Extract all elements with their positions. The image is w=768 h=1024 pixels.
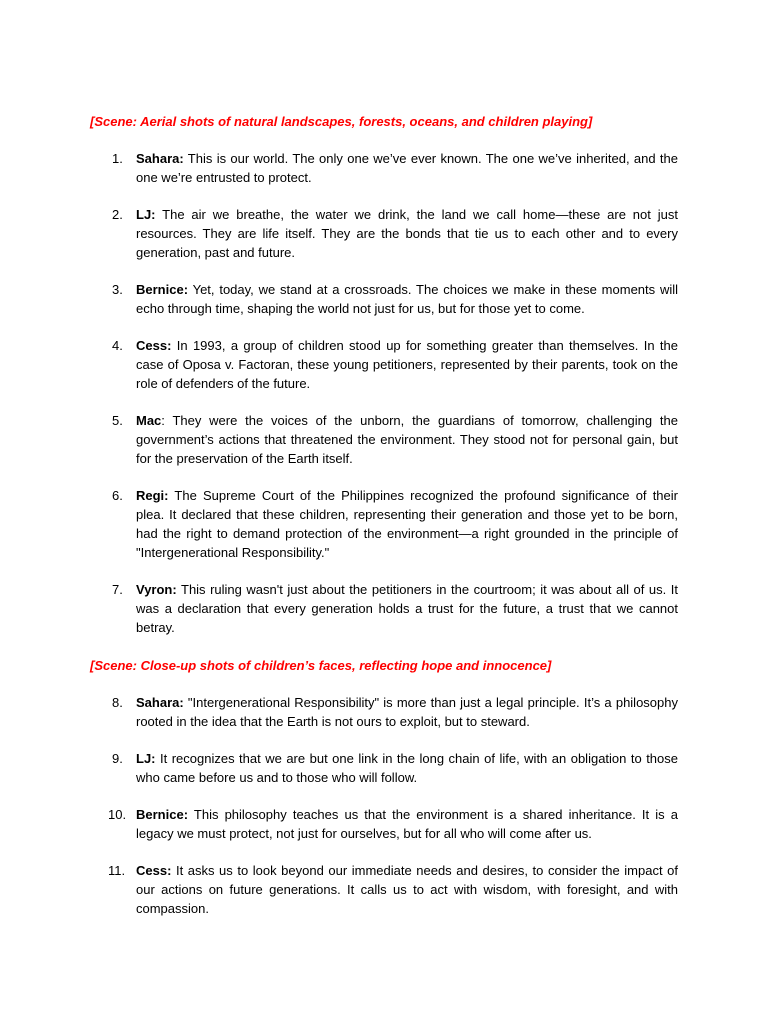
dialogue-line — [90, 486, 678, 562]
speaker-name: Cess: — [136, 338, 172, 353]
line-number: 9. — [112, 751, 123, 766]
speaker-name: Sahara: — [136, 695, 184, 710]
dialogue-list-part-2 — [90, 693, 678, 918]
dialogue-line — [90, 693, 678, 731]
line-text: : They were the voices of the unborn, the guardians of tomorrow, challenging the government’s actions that threatened the environment. They stood not for personal gain, but for the preservation of the Earth itself. — [136, 413, 678, 466]
speaker-name: Vyron: — [136, 582, 177, 597]
dialogue-list-part-1 — [90, 149, 678, 637]
line-number: 7. — [112, 582, 123, 597]
dialogue-line — [90, 280, 678, 318]
speaker-name: LJ: — [136, 207, 156, 222]
line-number: 8. — [112, 695, 123, 710]
speaker-name: Regi: — [136, 488, 169, 503]
dialogue-line — [90, 861, 678, 918]
line-number: 6. — [112, 488, 123, 503]
dialogue-line — [90, 580, 678, 637]
dialogue-line — [90, 411, 678, 468]
line-text: The air we breathe, the water we drink, the land we call home—these are not just resources. They are life itself. They are the bonds that tie us to each other and to every generation, past and future. — [136, 207, 678, 260]
scene-direction-aerial: [Scene: Aerial shots of natural landscapes, forests, oceans, and children playing] — [90, 114, 593, 129]
dialogue-line — [90, 749, 678, 787]
line-number: 3. — [112, 282, 123, 297]
dialogue-line — [90, 336, 678, 393]
line-text: It asks us to look beyond our immediate needs and desires, to consider the impact of our actions on future generations. It calls us to act with wisdom, with foresight, and with compassion. — [136, 863, 678, 916]
dialogue-line — [90, 805, 678, 843]
line-text: In 1993, a group of children stood up for something greater than themselves. In the case of Oposa v. Factoran, these young petitioners, represented by their parents, took on the role of defenders of the future. — [136, 338, 678, 391]
speaker-name: Mac — [136, 413, 162, 428]
line-text: The Supreme Court of the Philippines recognized the profound significance of their plea. It declared that these children, representing their generation and those yet to be born, had the right to demand protection of the environment—a right grounded in the principle of "Intergenerational Responsibility." — [136, 488, 678, 560]
speaker-name: LJ: — [136, 751, 156, 766]
line-number: 4. — [112, 338, 123, 353]
speaker-name: Cess: — [136, 863, 172, 878]
dialogue-line — [90, 205, 678, 262]
speaker-name: Sahara: — [136, 151, 184, 166]
speaker-name: Bernice: — [136, 807, 189, 822]
line-number: 2. — [112, 207, 123, 222]
line-number: 10. — [108, 807, 127, 822]
scene-direction-closeup: [Scene: Close-up shots of children’s faces, reflecting hope and innocence] — [90, 658, 552, 673]
line-number: 1. — [112, 151, 123, 166]
line-number: 5. — [112, 413, 123, 428]
line-text: Yet, today, we stand at a crossroads. The choices we make in these moments will echo through time, shaping the world not just for us, but for those yet to come. — [136, 282, 678, 316]
line-text: It recognizes that we are but one link in the long chain of life, with an obligation to those who came before us and to those who will follow. — [136, 751, 678, 785]
line-number: 11. — [108, 863, 126, 878]
speaker-name: Bernice: — [136, 282, 189, 297]
line-text: This ruling wasn't just about the petitioners in the courtroom; it was about all of us. It was a declaration that every generation holds a trust for the future, a trust that we cannot betray. — [136, 582, 678, 635]
line-text: This is our world. The only one we’ve ever known. The one we’ve inherited, and the one we’re entrusted to protect. — [136, 151, 678, 185]
line-text: "Intergenerational Responsibility" is more than just a legal principle. It’s a philosophy rooted in the idea that the Earth is not ours to exploit, but to steward. — [136, 695, 678, 729]
dialogue-line — [90, 149, 678, 187]
line-text: This philosophy teaches us that the environment is a shared inheritance. It is a legacy we must protect, not just for ourselves, but for all who will come after us. — [136, 807, 678, 841]
